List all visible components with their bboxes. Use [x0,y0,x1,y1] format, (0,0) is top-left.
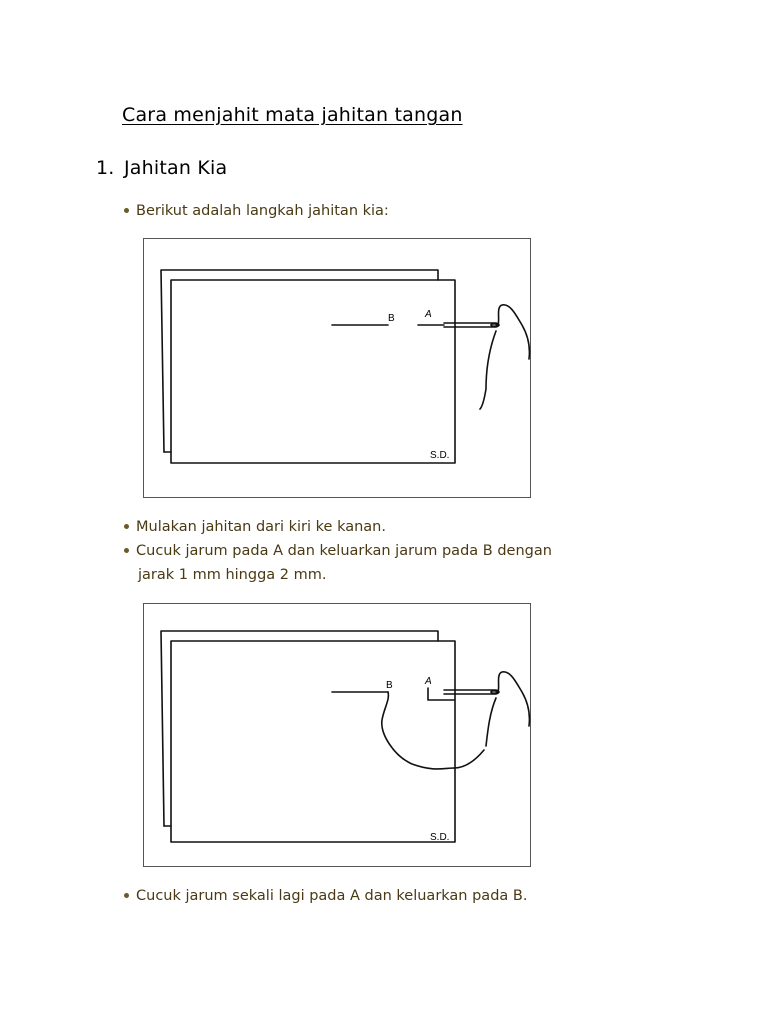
stitch-diagram-1 [143,238,531,498]
initials-label: S.D. [430,450,450,461]
bullet-text: Mulakan jahitan dari kiri ke kanan. [136,519,386,535]
bullet-dot [124,548,129,553]
section-heading [96,157,227,179]
page-title: Cara menjahit mata jahitan tangan [122,104,463,126]
bullet-text: Cucuk jarum sekali lagi pada A dan keluarkan pada B. [136,888,528,904]
bullet-text-continuation: jarak 1 mm hingga 2 mm. [138,567,327,583]
section-number: 1. [96,157,115,179]
stitch-illustration-2 [144,604,532,868]
bullet-text: Berikut adalah langkah jahitan kia: [136,203,389,219]
bullet-text: Cucuk jarum pada A dan keluarkan jarum pada B dengan [136,543,552,559]
bullet-dot [124,208,129,213]
stitch-illustration-1 [144,239,532,499]
label-a: A [425,309,432,320]
bullet-item [124,539,604,587]
label-a: A [425,676,432,687]
stitch-diagram-2 [143,603,531,867]
bullet-item [124,199,604,223]
section-title: Jahitan Kia [124,157,228,179]
label-b: B [386,680,393,691]
label-b: B [388,313,395,324]
initials-label: S.D. [430,832,450,843]
bullet-dot [124,893,129,898]
bullet-dot [124,524,129,529]
bullet-item [124,884,604,908]
bullet-item [124,515,604,539]
